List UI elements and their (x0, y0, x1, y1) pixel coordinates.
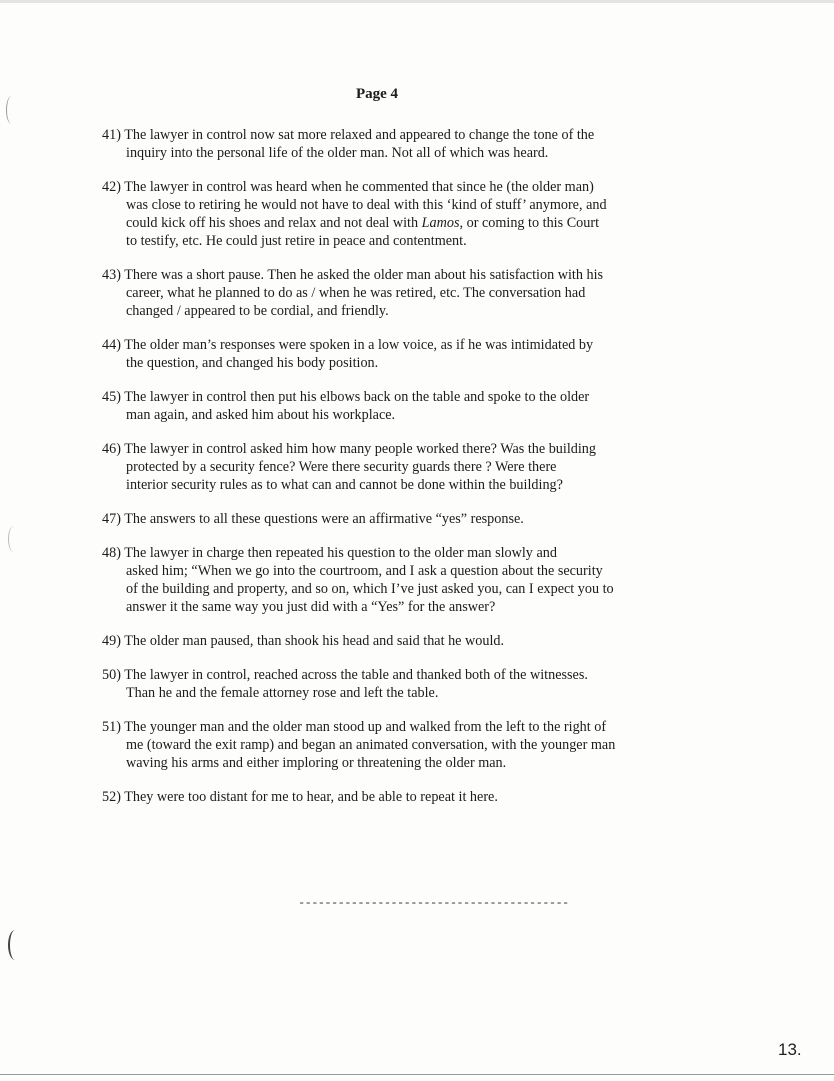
scan-bottom-edge (0, 1074, 834, 1075)
scan-artifact-mark (8, 930, 22, 960)
list-item (102, 510, 710, 528)
list-item (102, 632, 710, 650)
list-item-text: They were too distant for me to hear, and be able to repeat it here. (124, 789, 498, 805)
scan-artifact-mark (6, 96, 17, 124)
list-item-text: The lawyer in control was heard when he commented that since he (the older man) (124, 179, 594, 195)
list-item-continuation-line: waving his arms and either imploring or threatening the older man. (126, 755, 507, 771)
list-item-first-line (102, 718, 710, 736)
list-item-first-line (102, 388, 710, 406)
list-item-first-line (102, 178, 710, 196)
list-item-first-line (102, 440, 710, 458)
list-item-continuation-line: of the building and property, and so on, which I’ve just asked you, can I expect you to (126, 581, 614, 597)
list-item (102, 126, 710, 162)
list-item-first-line (102, 126, 710, 144)
scan-artifact-mark (8, 526, 19, 552)
list-item (102, 718, 710, 772)
list-item-continuation-line: could kick off his shoes and relax and not deal with Lamos, or coming to this Court (126, 215, 600, 231)
list-item-number: 52) (102, 789, 121, 805)
list-item-number: 45) (102, 389, 121, 405)
list-item-text: The younger man and the older man stood up and walked from the left to the right of (124, 719, 607, 735)
list-item-text: The lawyer in charge then repeated his question to the older man slowly and (124, 545, 557, 561)
list-item-text: The lawyer in control asked him how many people worked there? Was the building (124, 441, 596, 457)
list-item-number: 43) (102, 267, 121, 283)
page-number: 13. (778, 1040, 802, 1059)
list-item-continuation-line: career, what he planned to do as / when he was retired, etc. The conversation had (126, 285, 586, 301)
list-item-number: 49) (102, 633, 121, 649)
list-item (102, 336, 710, 372)
list-item-first-line (102, 336, 710, 354)
list-item-continuation-line: the question, and changed his body position. (126, 355, 379, 371)
list-item-continuation-line: answer it the same way you just did with a “Yes” for the answer? (126, 599, 496, 615)
list-item-continuation-line: man again, and asked him about his workplace. (126, 407, 396, 423)
list-item-number: 47) (102, 511, 121, 527)
page-title: Page 4 (355, 86, 399, 102)
list-item-text: The lawyer in control now sat more relaxed and appeared to change the tone of the (124, 127, 595, 143)
list-item-number: 50) (102, 667, 121, 683)
list-item (102, 388, 710, 424)
list-item-number: 51) (102, 719, 121, 735)
list-item (102, 178, 710, 250)
list-item (102, 440, 710, 494)
list-item-number: 44) (102, 337, 121, 353)
scan-top-edge (0, 0, 834, 3)
list-item-text: The older man paused, than shook his head and said that he would. (124, 633, 505, 649)
list-item (102, 666, 710, 702)
list-item-text: There was a short pause. Then he asked the older man about his satisfaction with his (124, 267, 604, 283)
list-item (102, 544, 710, 616)
list-item-number: 42) (102, 179, 121, 195)
list-item-first-line (102, 632, 710, 650)
list-item-text: The answers to all these questions were an affirmative “yes” response. (124, 511, 524, 527)
list-item-number: 46) (102, 441, 121, 457)
list-item-continuation-line: was close to retiring he would not have to deal with this ‘kind of stuff’ anymore, and (126, 197, 607, 213)
list-item-first-line (102, 666, 710, 684)
emphasized-name: Lamos (421, 215, 460, 231)
numbered-list (102, 126, 710, 822)
list-item-text: The lawyer in control then put his elbows back on the table and spoke to the older (124, 389, 590, 405)
list-item (102, 788, 710, 806)
list-item-number: 41) (102, 127, 121, 143)
list-item-continuation-line: asked him; “When we go into the courtroom, and I ask a question about the security (126, 563, 603, 579)
list-item-text: The older man’s responses were spoken in a low voice, as if he was intimidated by (124, 337, 594, 353)
list-item-first-line (102, 266, 710, 284)
list-item (102, 266, 710, 320)
end-separator: ----------------------------------------- (298, 896, 569, 910)
list-item-text: The lawyer in control, reached across the table and thanked both of the witnesses. (124, 667, 588, 683)
list-item-continuation-line: Than he and the female attorney rose and left the table. (126, 685, 439, 701)
list-item-continuation-line: interior security rules as to what can and cannot be done within the building? (126, 477, 563, 493)
list-item-continuation-line: protected by a security fence? Were there security guards there ? Were there (126, 459, 557, 475)
list-item-continuation-line: inquiry into the personal life of the older man. Not all of which was heard. (126, 145, 549, 161)
list-item-continuation-line: me (toward the exit ramp) and began an animated conversation, with the younger man (126, 737, 616, 753)
list-item-continuation-line: to testify, etc. He could just retire in peace and contentment. (126, 233, 467, 249)
list-item-first-line (102, 544, 710, 562)
list-item-first-line (102, 788, 710, 806)
list-item-first-line (102, 510, 710, 528)
list-item-continuation-line: changed / appeared to be cordial, and friendly. (126, 303, 389, 319)
list-item-number: 48) (102, 545, 121, 561)
